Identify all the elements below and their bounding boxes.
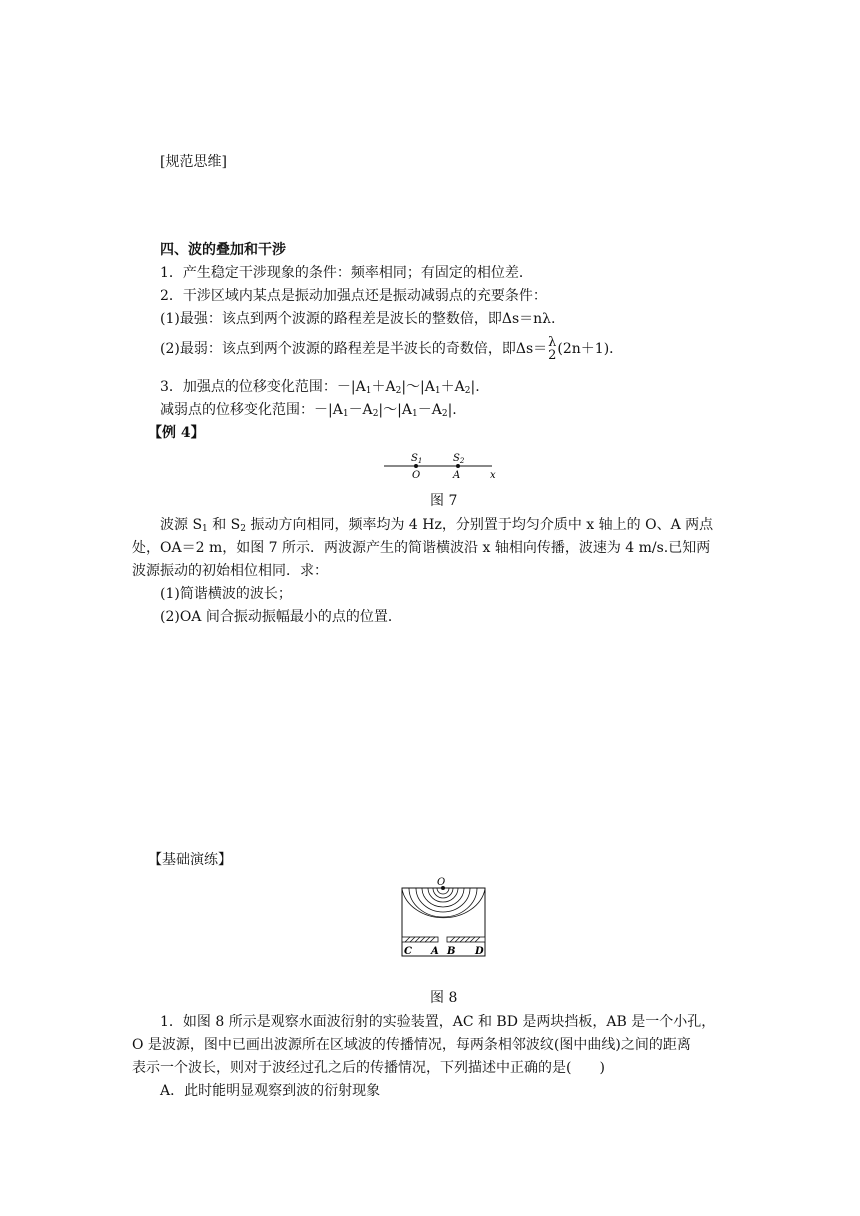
item-3b-value: $-|A_1-A_2|\sim|A_1-A_2|$. [314,402,457,419]
baffle-bd [447,937,485,942]
example-4-line-1: 波源 $S_1$ 和 $S_2$ 振动方向相同，频率均为 4 Hz，分别置于均匀介质中 x 轴上的 O、A 两点 [160,517,714,534]
label-o: O [437,877,446,888]
max-condition: (1)最强：该点到两个波源的路程差是波长的整数倍，即Δs＝nλ. [160,311,556,327]
label-a: A [431,946,439,957]
wave-heading: 四、波的叠加和干涉 [160,242,286,258]
item-3 [160,378,480,396]
label-b: B [447,946,456,957]
label-a: A [453,470,461,481]
half-lambda-fraction [548,334,557,363]
figure-8 [399,877,489,959]
item-3b [160,401,457,419]
item-1: 1．产生稳定干涉现象的条件：频率相同；有固定的相位差． [160,265,533,281]
item-3b-prefix: 减弱点的位移变化范围： [160,402,314,418]
label-s2: $S_2$ [453,453,465,465]
item-3-prefix: 3．加强点的位移变化范围： [160,379,337,395]
figure-7-caption: 图 7 [430,493,458,509]
item-2: 2．干涉区域内某点是振动加强点还是振动减弱点的充要条件： [160,288,547,304]
example-4-question-2: (2)OA 间合振动振幅最小的点的位置． [160,609,402,625]
min-condition [160,336,623,362]
example-4-line-3: 波源振动的初始相位相同．求： [132,563,328,579]
practice-option-a: A．此时能明显观察到波的衍射现象 [160,1083,381,1099]
baffle-ac [402,937,438,942]
figure-8-caption: 图 8 [430,990,458,1006]
item-3-value: $-|A_1+A_2|\sim|A_1+A_2|$. [336,379,480,396]
wave-fronts [402,888,485,918]
basic-practice-label: 【基础演练】 [148,852,232,868]
practice-q1-line-1: 1．如图 8 所示是观察水面波衍射的实验装置，AC 和 BD 是两块挡板，AB 是一个小孔， [160,1014,716,1030]
label-x: x [490,470,496,481]
min-condition-tail: (2n＋1)． [557,341,624,357]
label-d: D [475,946,484,957]
figure-7 [380,447,520,487]
section-header: [规范思维] [160,154,227,170]
label-o: O [412,470,421,481]
min-condition-text: (2)最弱：该点到两个波源的路程差是半波长的奇数倍，即Δs＝ [160,341,548,357]
example-4-line-2: 处，OA＝2 m，如图 7 所示．两波源产生的简谐横波沿 x 轴相向传播，波速为 4 m/s.已知两 [132,540,711,556]
label-c: C [404,946,412,957]
practice-q1-line-2: O 是波源，图中已画出波源所在区域波的传播情况，每两条相邻波纹(图中曲线)之间的距离 [132,1037,691,1053]
label-s1: $S_1$ [411,453,423,465]
fraction-numerator: λ [548,334,557,350]
practice-q1-line-3: 表示一个波长，则对于波经过孔之后的传播情况，下列描述中正确的是( ) [132,1060,605,1076]
example-4-question-1: (1)简谐横波的波长； [160,586,292,602]
example-4-label: 【例 4】 [148,425,205,441]
fraction-denominator: 2 [548,347,557,363]
